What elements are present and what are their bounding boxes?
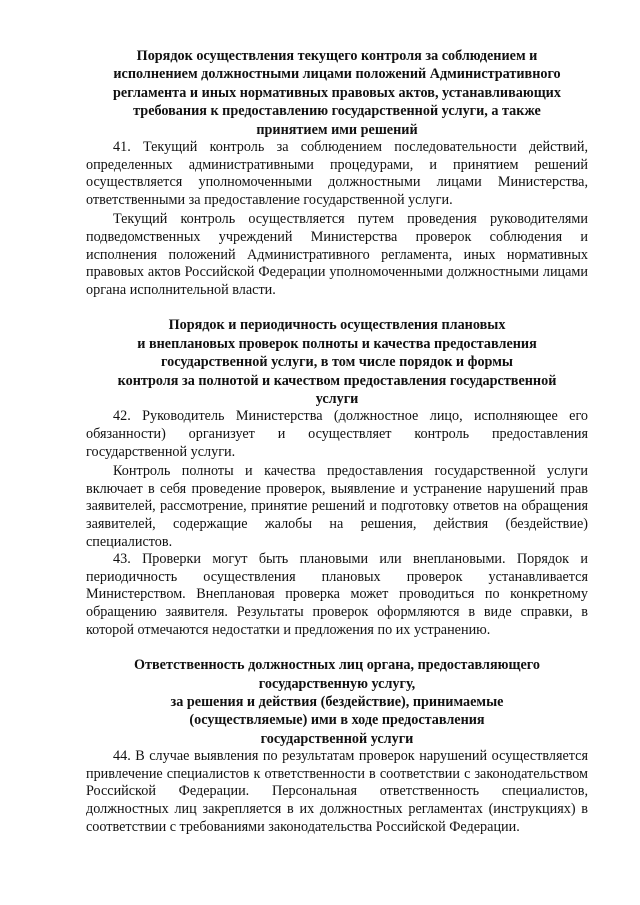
paragraph-41: 41. Текущий контроль за соблюдением последовательности действий, определенных административными процедурами, и принятием решений осуществляется уполномоченными должностными лицами Министерства, ответственными за предоставление государственной услуги. [86,139,588,208]
heading-line: (осуществляемые) ими в ходе предоставления [189,712,485,729]
heading-line: и внеплановых проверок полноты и качества предоставления [137,335,537,352]
document-page [86,47,588,836]
heading-line: государственной услуги [260,730,414,747]
heading-line: Порядок и периодичность осуществления плановых [168,317,506,334]
heading-line: за решения и действия (бездействие), принимаемые [170,693,504,710]
paragraph-current-control-method: Текущий контроль осуществляется путем проведения руководителями подведомственных учреждений Министерства проверок соблюдения и исполнения положений Административного регламента, иных нормативных правовых актов Российской Федерации уполномоченными должностными лицами органа исполнительной власти. [86,211,588,298]
section-heading-inspections [86,316,588,408]
heading-line: государственную услугу, [258,675,416,692]
heading-line: требования к предоставлению государственной услуги, а также [133,103,541,120]
heading-line: контроля за полнотой и качеством предоставления государственной [117,372,557,389]
heading-line: принятием ими решений [256,121,418,138]
paragraph-42: 42. Руководитель Министерства (должностное лицо, исполняющее его обязанности) организует и осуществляет контроль предоставления государственной услуги. [86,408,588,460]
heading-line: государственной услуги, в том числе порядок и формы [161,354,513,371]
paragraph-44: 44. В случае выявления по результатам проверок нарушений осуществляется привлечение специалистов к ответственности в соответствии с законодательством Российской Федерации. Персональная ответственность специалистов, должностных лиц закрепляется в их должностных регламентах (инструкциях) в соответствии с требованиями законодательства Российской Федерации. [86,748,588,835]
heading-line: услуги [315,391,359,407]
heading-line: Ответственность должностных лиц органа, предоставляющего [134,657,540,674]
heading-line: Порядок осуществления текущего контроля за соблюдением и [136,48,538,64]
heading-line: исполнением должностными лицами положений Административного [113,66,561,83]
section-heading-current-control [86,47,588,139]
paragraph-43: 43. Проверки могут быть плановыми или внеплановыми. Порядок и периодичность осуществления плановых проверок устанавливается Министерством. Внеплановая проверка может проводиться по конкретному обращению заявителя. Результаты проверок оформляются в виде справки, в которой отмечаются недостатки и предложения по их устранению. [86,551,588,638]
paragraph-quality-control: Контроль полноты и качества предоставления государственной услуги включает в себя проведение проверок, выявление и устранение нарушений прав заявителей, рассмотрение, принятие решений и подготовку ответов на обращения заявителей, содержащие жалобы на решения, действия (бездействие) специалистов. [86,463,588,550]
section-heading-responsibility [86,656,588,748]
heading-line: регламента и иных нормативных правовых актов, устанавливающих [113,84,561,101]
